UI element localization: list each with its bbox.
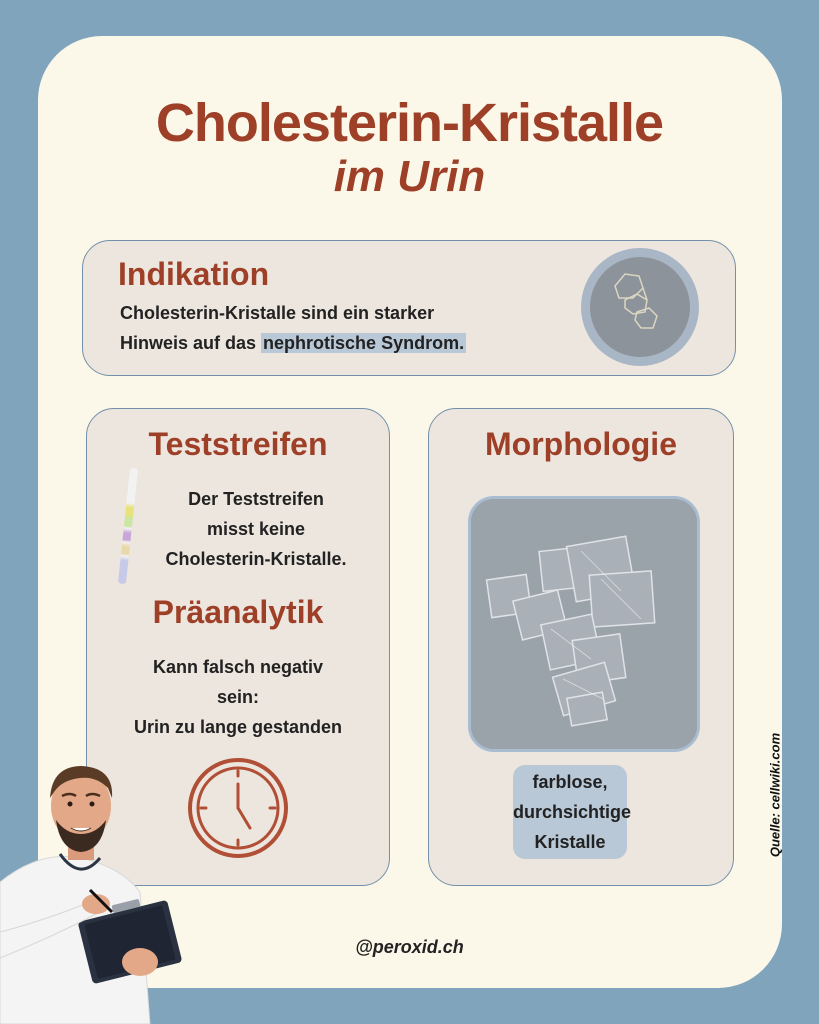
indikation-line-2: [120, 328, 466, 358]
teststreifen-line-3: Cholesterin-Kristalle.: [165, 549, 347, 569]
teststreifen-line-1: Der Teststreifen: [188, 489, 324, 509]
source-credit: Quelle: cellwiki.com: [767, 732, 783, 858]
author-handle: @peroxid.ch: [355, 937, 464, 957]
page-subtitle: im Urin: [333, 152, 486, 201]
morphologie-caption-line-3: Kristalle: [534, 832, 606, 852]
crystal-microscope-thumbnail: [581, 248, 699, 366]
indikation-line-2-prefix: Hinweis auf das: [120, 333, 262, 353]
praeanalytik-line-2: sein:: [216, 687, 259, 707]
indikation-text: [120, 298, 466, 358]
praeanalytik-line-1: Kann falsch negativ: [152, 657, 324, 677]
nephrotic-syndrome-highlight: nephrotische Syndrom.: [263, 333, 465, 353]
teststreifen-heading: Teststreifen: [148, 426, 328, 462]
praeanalytik-heading: Präanalytik: [152, 594, 324, 630]
clock-icon: [186, 756, 290, 860]
crystal-microscope-photo: [468, 496, 700, 752]
morphologie-caption-line-2: durchsichtige: [513, 802, 632, 822]
teststreifen-text: [136, 484, 376, 574]
teststreifen-line-2: misst keine: [206, 519, 306, 539]
morphologie-heading: Morphologie: [485, 426, 677, 462]
morphologie-caption-line-1: farblose,: [532, 772, 608, 792]
nurse-illustration: [0, 762, 190, 1024]
morphologie-caption: [513, 765, 632, 859]
indikation-heading: Indikation: [118, 256, 270, 292]
praeanalytik-line-3: Urin zu lange gestanden: [133, 717, 343, 737]
page-title: Cholesterin-Kristalle: [155, 93, 664, 153]
indikation-line-1: Cholesterin-Kristalle sind ein starker: [120, 303, 435, 323]
praeanalytik-text: [86, 652, 390, 742]
